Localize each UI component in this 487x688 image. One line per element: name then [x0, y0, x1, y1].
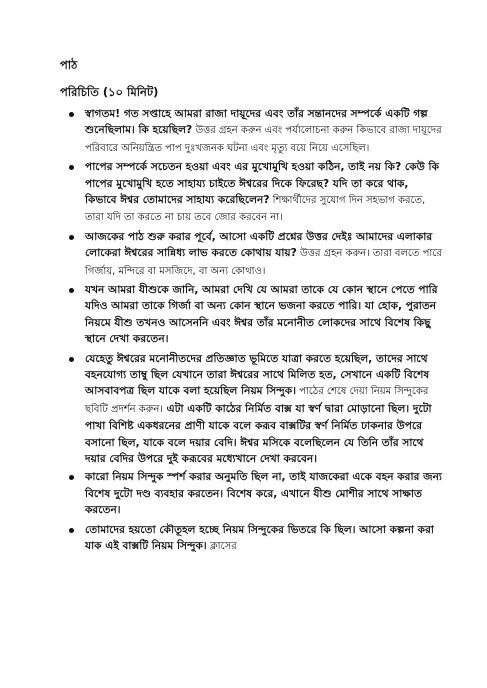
- page-title: পাঠ: [60, 58, 78, 72]
- item-normal-text: ক্লাসের: [206, 541, 237, 553]
- list-item: [85, 282, 443, 349]
- list-item: [85, 106, 443, 157]
- list-item: [85, 351, 443, 468]
- item-normal-text: শিক্ষার্থীদের সুযোগ দিন সহভাগ করতে, তারা যদি তা করতে না চায় তবে জোর করবেন না।: [85, 194, 426, 224]
- item-bold-text: স্বাগতম! গত সপ্তাহে আমরা রাজা দায়ূদের এবং তাঁর সন্তানদের সম্পর্কে একটি গল্প শুনেছিলাম। কি হয়েছিল?: [85, 107, 428, 137]
- item-bold-text: যেহেতু ঈশ্বরের মনোনীতদের প্রতিজ্ঞাত ভূমিতে যাত্রা করতে হয়েছিল, তাদের সাথে বহনযোগ্য তাম্বু ছিল যেখানে তারা ঈশ্বরের সাথে মিলিত হত, সেখানে একটি বিশেষ আসবাবপত্র ছিল যাকে বলা হয়েছিল নিয়ম সিন্দুক।: [85, 352, 430, 398]
- item-bold-text: পাপের সম্পর্কে সচেতন হওয়া এবং এর মুখোমুখি হওয়া কঠিন, তাই নয় কি? কেউ কি পাপের মুখোমুখি হতে সাহায্য চাইতে ঈশ্বরের দিকে ফিরেছ? যদি তা করে থাক, কিভাবে ঈশ্বর তোমাদের সাহায্য করেছিলেন?: [85, 161, 439, 206]
- list-item: [85, 229, 443, 280]
- item-normal-text: উত্তর গ্রহন করুন এবং পর্যালোচনা করুন কিভাবে রাজা দায়ূদের পরিবারে অনিয়ন্ত্রিত পাপ দুঃখজনক ঘটনা এবং মৃত্যু বয়ে নিয়ে এসেছিল।: [85, 125, 442, 154]
- list-item: [85, 522, 443, 556]
- item-bold-text: আজকের পাঠ শুরু করার পূর্বে, আসো একটি প্রশ্নের উত্তর দেইঃ আমাদের এলাকার লোকেরা ঈশ্বরের সান্নিধ্য লাভ করতে কোথায় যায়?: [85, 230, 433, 260]
- item-normal-text: পাঠের শেষে দেয়া নিয়ম সিন্দুকের ছবিটি প্রদর্শন করুন।: [85, 386, 429, 415]
- item-bold-text: কারো নিয়ম সিন্দুক স্পর্শ করার অনুমতি ছিল না, তাই যাজকেরা একে বহন করার জন্য বিশেষ দুটো দণ্ড ব্যবহার করতেন। বিশেষ করে, এখানে যীশু মোশীর সাথে সাক্ষাত করতেন।: [85, 471, 442, 517]
- item-normal-text: উত্তর গ্রহন করুন। তারা বলতে পারে গির্জায়, মন্দিরে বা মসজিদে, বা অন্য কোথাও।: [85, 248, 442, 277]
- item-bold-text: তোমাদের হয়তো কৌতূহল হচ্ছে নিয়ম সিন্দুকের ভিতরে কি ছিল। আসো কল্পনা করা যাক এই বাক্সটি নিয়ম সিন্দুক।: [85, 523, 434, 553]
- item-bold-text: যখন আমরা যীশুকে জানি, আমরা দেখি যে আমরা তাকে যে কোন স্থানে পেতে পারি যদিও আমরা তাকে গির্জা বা অন্য কোন স্থানে ভজনা করতে পারি। যা হোক, পুরাতন নিয়মে যীশু তখনও আসেননি এবং ঈশ্বর তাঁর মনোনীত লোকদের সাথে বিশেষ কিছু স্থানে দেখা করতেন।: [85, 283, 438, 346]
- list-item: [85, 469, 443, 519]
- section-title: পরিচিতি (১০ মিনিট): [60, 84, 159, 99]
- item-bold-text-continued: এটা একটি কাঠের নির্মিত বাক্স যা স্বর্ণ দ্বারা মোড়ানো ছিল। দুটো পাখা বিশিষ্ট একধরনের প্রাণী যাকে বলে করূব বাক্সটির স্বর্ণ নির্মিত ঢাকনার উপরে বসানো ছিল, যাকে বলে দয়ার বেদি। ঈশ্বর মসিকে বলেছিলেন যে তিনি তাঁর সাথে দয়ার বেদির উপরে দুই করূবের মধ্যেখানে দেখা করবেন।: [85, 402, 432, 465]
- bullet-list: [60, 106, 443, 556]
- list-item: [85, 159, 443, 227]
